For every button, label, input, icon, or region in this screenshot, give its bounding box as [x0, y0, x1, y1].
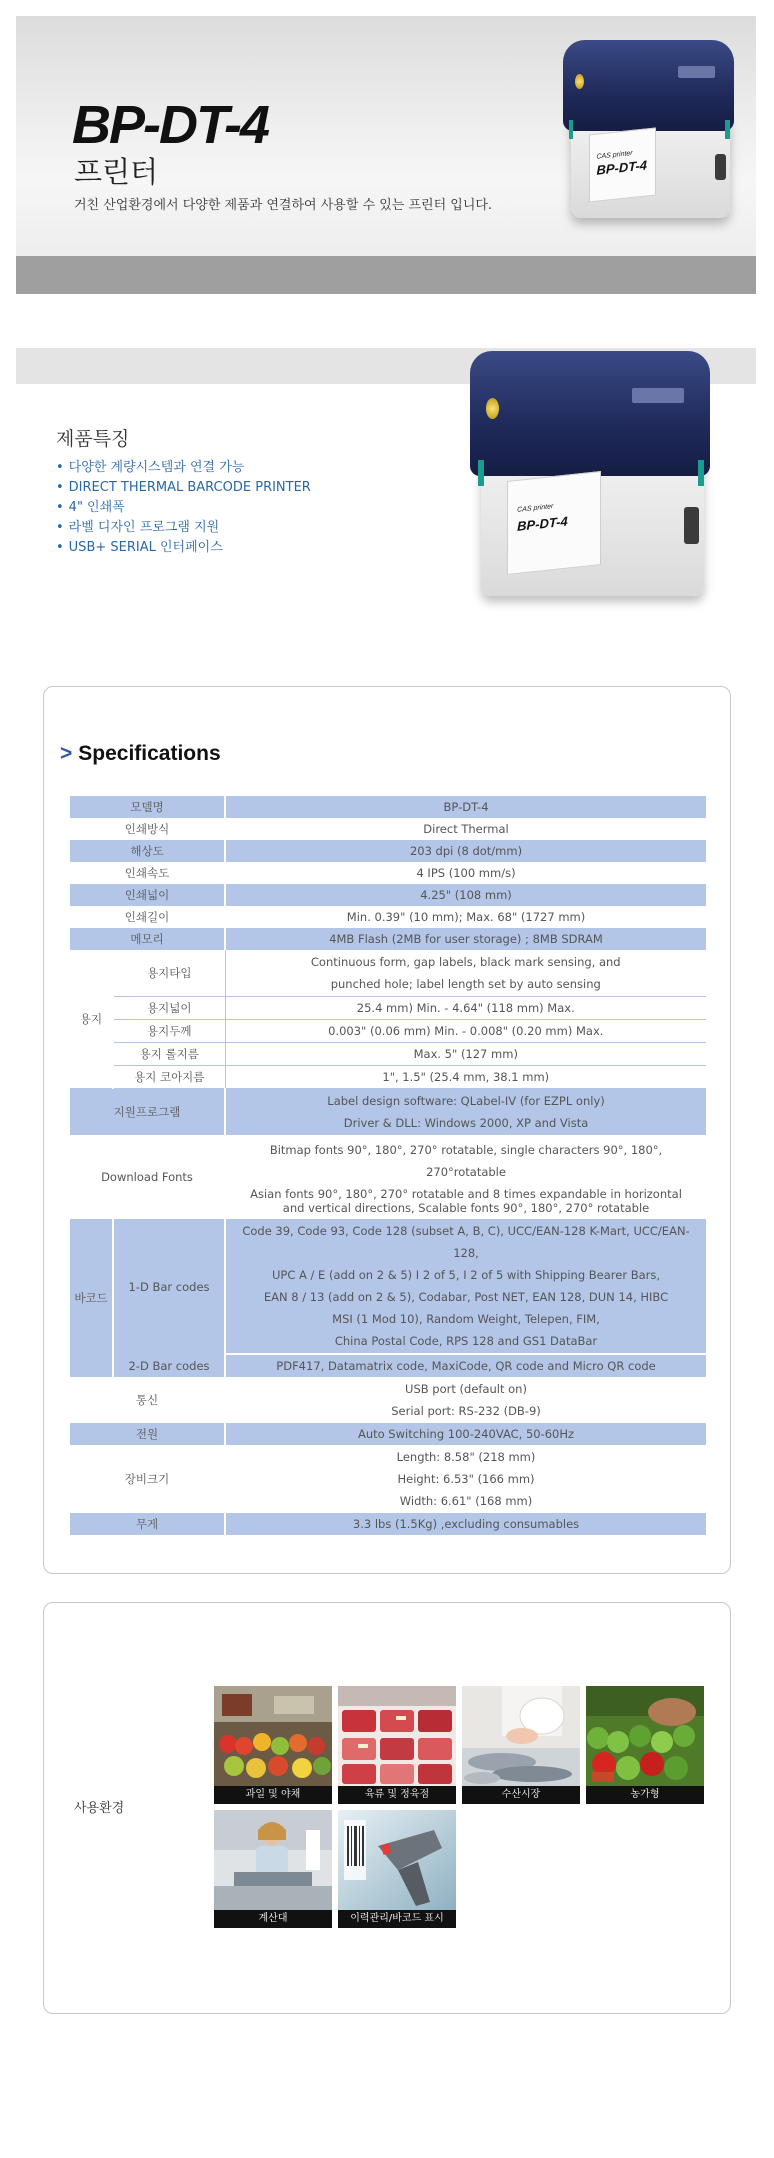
tile-caption: 과일 및 야채	[214, 1786, 332, 1804]
feature-item: • 라벨 디자인 프로그램 지원	[56, 518, 311, 538]
hero-product-kind: 프린터	[74, 155, 159, 189]
usage-title: 사용환경	[74, 1801, 125, 1816]
spec-row: 모델명 BP-DT-4	[70, 796, 706, 818]
specifications-title: > Specifications	[60, 742, 221, 765]
printed-label: CAS printer BP-DT-4	[507, 471, 601, 574]
fish-photo	[462, 1686, 580, 1786]
led-indicator	[575, 74, 584, 89]
usage-tile-farm	[586, 1686, 704, 1804]
feature-item: • 4" 인쇄폭	[56, 498, 311, 518]
hero-model-title: BP-DT-4	[72, 95, 269, 155]
produce-photo	[214, 1686, 332, 1786]
feature-item: • 다양한 계량시스템과 연결 가능	[56, 458, 311, 478]
spec-row: 2-D Bar codes PDF417, Datamatrix code, MaxiCode, QR code and Micro QR code	[70, 1354, 706, 1377]
spec-row: 인쇄방식 Direct Thermal	[70, 818, 706, 840]
spec-row: 용지 롤지름 Max. 5" (127 mm)	[70, 1043, 706, 1066]
spec-row: 용지두께 0.003" (0.06 mm) Min. - 0.008" (0.20 mm) Max.	[70, 1020, 706, 1043]
tile-caption: 농가형	[586, 1786, 704, 1804]
hero-banner	[16, 16, 756, 294]
usage-tile-meat	[338, 1686, 456, 1804]
tile-caption: 이력관리/바코드 표시	[338, 1910, 456, 1928]
spec-row: 인쇄속도 4 IPS (100 mm/s)	[70, 862, 706, 884]
usage-tile-produce	[214, 1686, 332, 1804]
checkout-photo	[214, 1810, 332, 1910]
specifications-table	[70, 796, 706, 1535]
printed-label: CAS printer BP-DT-4	[589, 128, 656, 203]
chevron-right-icon: >	[60, 742, 73, 765]
spec-row: 메모리 4MB Flash (2MB for user storage) ; 8MB SDRAM	[70, 928, 706, 950]
spec-row: Download Fonts Bitmap fonts 90°, 180°, 270° rotatable, single characters 90°, 180°, 270°rotatable Asian fonts 90°, 180°, 270° rotatable and 8 times expandable in horizontal and vertical directions, Scalable fonts 90°, 180°, 270° rotatable	[70, 1135, 706, 1219]
features-title: 제품특징	[56, 428, 130, 450]
hero-description: 거친 산업환경에서 다양한 제품과 연결하여 사용할 수 있는 프린터 입니다.	[74, 198, 493, 213]
spec-row: 해상도 203 dpi (8 dot/mm)	[70, 840, 706, 862]
spec-row: 용지 코아지름 1", 1.5" (25.4 mm, 38.1 mm)	[70, 1066, 706, 1089]
spec-row: 인쇄길이 Min. 0.39" (10 mm); Max. 68" (1727 mm)	[70, 906, 706, 928]
feature-printer-image	[460, 346, 720, 606]
usage-tile-fish	[462, 1686, 580, 1804]
tile-caption: 수산시장	[462, 1786, 580, 1804]
meat-photo	[338, 1686, 456, 1786]
spec-row: 전원 Auto Switching 100-240VAC, 50-60Hz	[70, 1423, 706, 1445]
hero-bottom-stripe	[16, 256, 756, 294]
farm-produce-photo	[586, 1686, 704, 1786]
spec-row: 통신 USB port (default on) Serial port: RS-232 (DB-9)	[70, 1377, 706, 1423]
spec-row: 용지 용지타입 Continuous form, gap labels, black mark sensing, and punched hole; label length set by auto sensing	[70, 950, 706, 997]
usage-tile-barcode	[338, 1810, 456, 1928]
tile-caption: 육류 및 정육점	[338, 1786, 456, 1804]
usage-panel	[43, 1602, 731, 2014]
led-indicator	[486, 398, 499, 419]
hero-printer-image	[556, 36, 741, 226]
spec-row: 무게 3.3 lbs (1.5Kg) ,excluding consumables	[70, 1513, 706, 1535]
spec-row: 인쇄넓이 4.25" (108 mm)	[70, 884, 706, 906]
feature-item: • DIRECT THERMAL BARCODE PRINTER	[56, 478, 311, 498]
spec-row: 지원프로그램 Label design software: QLabel-IV (for EZPL only) Driver & DLL: Windows 2000, XP and Vista	[70, 1089, 706, 1136]
spec-row: 바코드 1-D Bar codes Code 39, Code 93, Code 128 (subset A, B, C), UCC/EAN-128 K-Mart, UCC/EAN-128, UPC A / E (add on 2 & 5) I 2 of 5, I 2 of 5 with Shipping Bearer Bars, EAN 8 / 13 (add on 2 & 5), Codabar, Post NET, EAN 128, DUN 14, HIBC MSI (1 Mod 10), Random Weight, Telepen, FIM, China Postal Code, RPS 128 and GS1 DataBar	[70, 1219, 706, 1354]
usage-tile-checkout	[214, 1810, 332, 1928]
tile-caption: 계산대	[214, 1910, 332, 1928]
features-list	[56, 458, 311, 558]
barcode-scanner-photo	[338, 1810, 456, 1910]
spec-row: 용지넓이 25.4 mm) Min. - 4.64" (118 mm) Max.	[70, 997, 706, 1020]
spec-row: 장비크기 Length: 8.58" (218 mm) Height: 6.53" (166 mm) Width: 6.61" (168 mm)	[70, 1445, 706, 1513]
feature-item: • USB+ SERIAL 인터페이스	[56, 538, 311, 558]
